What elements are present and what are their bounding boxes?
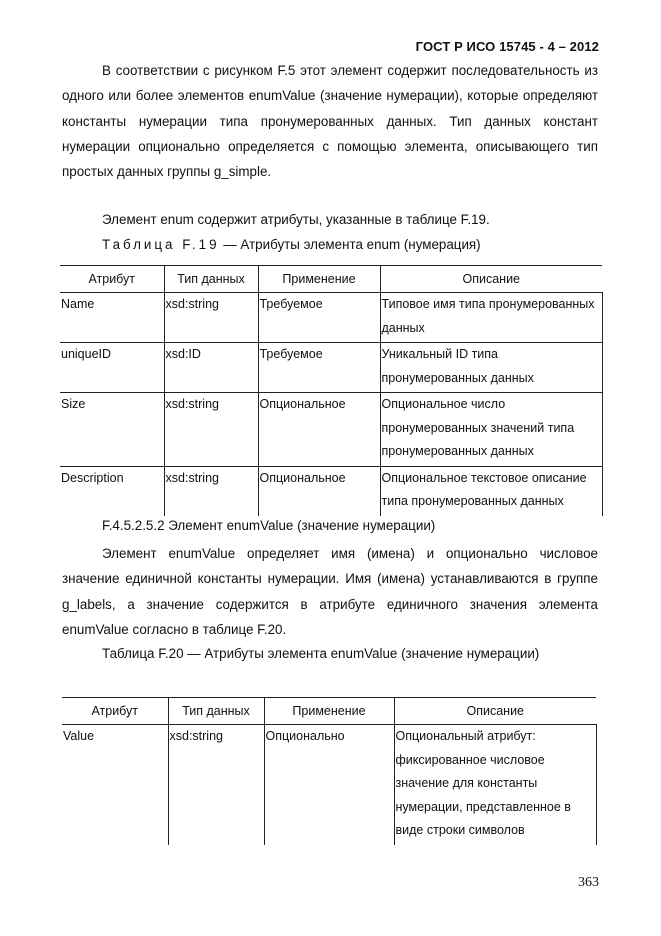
document-code: ГОСТ Р ИСО 15745 - 4 – 2012 [415,39,599,54]
cell-attribute: Value [62,725,168,845]
cell-usage: Опциональное [258,393,380,467]
table-row [60,466,602,516]
table-f19 [60,265,603,516]
cell-usage: Опциональное [258,466,380,516]
cell-usage: Опционально [264,725,394,845]
table-header-row [60,266,602,293]
table-header-row [62,698,596,725]
paragraph-enumvalue-description: Элемент enumValue определяет имя (имена) и опционально числовое значение единичной константы нумерации. Имя (имена) устанавливаются в группе g_labels, а значение содержится в атрибуте единичного значения элемента enumValue согласно в таблице F.20. [62,546,598,637]
column-header-datatype: Тип данных [164,266,258,293]
table-f19-caption [102,235,481,255]
cell-datatype: xsd:string [168,725,264,845]
cell-attribute: Description [60,466,164,516]
cell-usage: Требуемое [258,293,380,343]
column-header-attribute: Атрибут [60,266,164,293]
paragraph-enum-attributes: Элемент enum содержит атрибуты, указанные в таблице F.19. [102,212,490,227]
table-row [60,293,602,343]
cell-datatype: xsd:string [164,466,258,516]
table-f19-caption-word: Таблица F.19 [102,237,220,252]
cell-datatype: xsd:string [164,293,258,343]
table-f19-caption-rest: — Атрибуты элемента enum (нумерация) [219,237,481,252]
table-row [60,393,602,467]
cell-datatype: xsd:ID [164,343,258,393]
column-header-datatype: Тип данных [168,698,264,725]
table-row [62,725,596,845]
paragraph-enum-sequence: В соответствии с рисунком F.5 этот элемент содержит последовательность из одного или более элементов enumValue (значение нумерации), которые определяют константы нумерации типа пронумерованных данных. Тип данных констант нумерации опционально определяется с помощью элемента, описывающего тип простых данных группы g_simple. [62,63,598,180]
section-heading-enumvalue: F.4.5.2.5.2 Элемент enumValue (значение нумерации) [102,518,436,533]
table-f20-caption [62,641,598,666]
column-header-attribute: Атрибут [62,698,168,725]
page-number: 363 [578,875,599,890]
cell-datatype: xsd:string [164,393,258,467]
column-header-usage: Применение [264,698,394,725]
cell-attribute: Name [60,293,164,343]
table-f20-caption-text: Таблица F.20 — Атрибуты элемента enumValue (значение нумерации) [102,646,540,661]
cell-description: Уникальный ID типа пронумерованных данных [380,343,602,393]
cell-attribute: uniqueID [60,343,164,393]
cell-usage: Требуемое [258,343,380,393]
cell-description: Опциональный атрибут: фиксированное числовое значение для константы нумерации, представленное в виде строки символов [394,725,596,845]
cell-attribute: Size [60,393,164,467]
table-row [60,343,602,393]
cell-description: Типовое имя типа пронумерованных данных [380,293,602,343]
cell-description: Опциональное текстовое описание типа пронумерованных данных [380,466,602,516]
column-header-description: Описание [394,698,596,725]
table-f20 [62,697,597,845]
column-header-description: Описание [380,266,602,293]
cell-description: Опциональное число пронумерованных значений типа пронумерованных данных [380,393,602,467]
column-header-usage: Применение [258,266,380,293]
